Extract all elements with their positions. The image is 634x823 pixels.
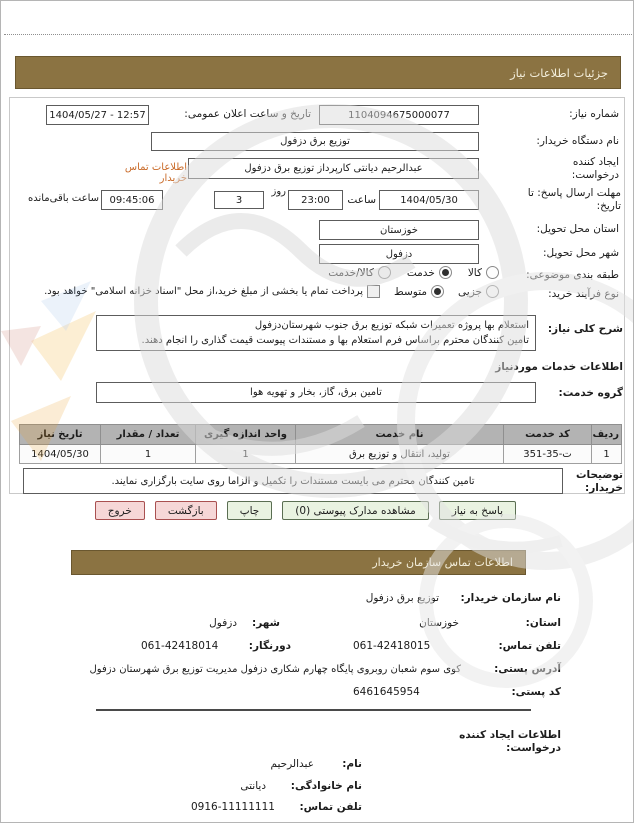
announce-datetime-field[interactable]	[46, 105, 149, 125]
contact-city-label: شهر:	[252, 617, 280, 629]
service-group-field[interactable]	[96, 382, 536, 403]
need-description-field[interactable]	[96, 315, 536, 351]
contact-postal-code-value: 6461645954	[353, 686, 420, 698]
contact-section-title: اطلاعات تماس سازمان خریدار	[372, 556, 513, 569]
creator-first-name-value: عبدالرحیم	[270, 758, 314, 770]
deadline-time-field[interactable]	[288, 190, 343, 210]
delivery-province-field[interactable]	[319, 220, 479, 240]
purchase-type-options	[21, 285, 499, 298]
purchase-type-option-jozii-label: جزیی	[458, 285, 482, 298]
creator-first-name-label: نام:	[342, 758, 362, 770]
contact-fax-value: 061-42418014	[141, 640, 219, 652]
deadline-remaining-field[interactable]	[101, 190, 163, 210]
respond-to-need-button[interactable]: پاسخ به نیاز	[439, 501, 516, 520]
subject-class-option-kala-khedmat[interactable]	[328, 266, 391, 279]
subject-class-option-kala-label: کالا	[467, 266, 482, 279]
request-creator-label: ایجاد کننده درخواست:	[571, 156, 619, 181]
contact-org-name-label: نام سازمان خریدار:	[460, 592, 561, 604]
contact-phone-value: 061-42418015	[353, 640, 431, 652]
action-buttons	[96, 501, 516, 520]
creator-phone-value: 0916-11111111	[191, 801, 275, 813]
cell-need-date: 1404/05/30	[20, 445, 101, 464]
cell-service-code: ت-35-351	[504, 445, 592, 464]
radio-checked-icon[interactable]	[431, 285, 444, 298]
request-creator-field[interactable]	[188, 158, 479, 179]
buyer-contact-link[interactable]: اطلاعات تماس خریدار	[124, 162, 187, 184]
services-section-title: اطلاعات خدمات موردنیاز	[495, 361, 623, 373]
subject-class-option-khedmat[interactable]	[407, 266, 452, 279]
radio-checked-icon[interactable]	[439, 266, 452, 279]
services-table-header-row	[20, 425, 622, 445]
services-table	[19, 424, 622, 464]
radio-unchecked-icon[interactable]	[378, 266, 391, 279]
buyer-notes-label: توضیحات خریدار:	[575, 469, 623, 494]
contact-section-bar	[71, 550, 526, 575]
purchase-type-label: نوع فرآیند خرید:	[548, 288, 619, 300]
deadline-remaining-value: 09:45:06	[109, 194, 155, 206]
request-creator-value: عبدالرحیم دیانتی کارپرداز توزیع برق دزفول	[244, 163, 423, 174]
print-button[interactable]: چاپ	[227, 501, 273, 520]
contact-address-label: آدرس پستی:	[494, 663, 561, 675]
col-unit: واحد اندازه گیری	[196, 425, 296, 445]
announce-datetime-label: تاریخ و ساعت اعلان عمومی:	[184, 108, 311, 120]
announce-datetime-value: 1404/05/27 - 12:57	[49, 109, 146, 121]
subject-class-option-kala[interactable]	[468, 266, 499, 279]
deadline-label: مهلت ارسال پاسخ: تا تاریخ:	[527, 187, 621, 212]
col-service-name: نام خدمت	[296, 425, 504, 445]
need-description-label: شرح کلی نیاز:	[547, 323, 623, 335]
exit-button[interactable]: خروج	[95, 501, 145, 520]
table-row	[20, 445, 622, 464]
need-description-line1: استعلام بها پروژه تعمیرات شبکه توزیع برق جنوب شهرستان‌دزفول	[254, 320, 529, 331]
contact-fax-label: دورنگار:	[248, 640, 291, 652]
deadline-remaining-label: ساعت باقی‌مانده	[27, 193, 99, 204]
contact-province-label: استان:	[525, 617, 561, 629]
view-attachments-button[interactable]: مشاهده مدارک پیوستی (0)	[282, 501, 428, 520]
contact-phone-label: تلفن تماس:	[498, 640, 561, 652]
purchase-type-option-motevasset[interactable]	[394, 285, 444, 298]
top-dotted-divider	[4, 34, 632, 35]
delivery-city-label: شهر محل تحویل:	[543, 247, 619, 259]
deadline-days-value: 3	[235, 194, 243, 206]
buyer-org-value: توزیع برق دزفول	[280, 136, 350, 147]
deadline-hour-label: ساعت	[347, 194, 376, 206]
col-row-no: ردیف	[592, 425, 622, 445]
buyer-org-label: نام دستگاه خریدار:	[536, 135, 619, 147]
need-description-line2: تامین کنندگان محترم براساس فرم استعلام بها و مستندات پیوست قیمت گذاری را انجام دهند.	[141, 335, 529, 346]
service-group-value: تامین برق، گاز، بخار و تهویه هوا	[250, 387, 382, 398]
need-number-field[interactable]	[319, 105, 479, 125]
treasury-payment-option[interactable]	[44, 285, 380, 298]
subject-class-label: طبقه بندی موضوعی:	[526, 269, 619, 281]
contact-city-value: دزفول	[209, 617, 237, 629]
purchase-type-option-motevasset-label: متوسط	[394, 285, 428, 298]
col-service-code: کد خدمت	[504, 425, 592, 445]
subject-class-option-kala-khedmat-label: کالا/خدمت	[328, 266, 374, 279]
section-divider	[96, 709, 531, 711]
deadline-days-field[interactable]	[214, 191, 264, 209]
buyer-notes-value: تامین کنندگان محترم می بایست مستندات را تکمیل و الزاما روی سایت بارگزاری نمایند.	[111, 475, 475, 487]
contact-postal-code-label: کد پستی:	[511, 686, 561, 698]
deadline-time-value: 23:00	[301, 194, 330, 206]
deadline-date-value: 1404/05/30	[400, 194, 458, 206]
radio-unchecked-icon[interactable]	[486, 266, 499, 279]
buyer-notes-field[interactable]	[23, 468, 563, 494]
checkbox-unchecked-icon[interactable]	[367, 285, 380, 298]
creator-phone-label: تلفن تماس:	[299, 801, 362, 813]
delivery-province-value: خوزستان	[380, 224, 418, 236]
radio-unchecked-icon[interactable]	[486, 285, 499, 298]
delivery-city-field[interactable]	[319, 244, 479, 264]
need-number-value: 1104094675000077	[348, 109, 450, 121]
creator-last-name-label: نام خانوادگی:	[290, 780, 362, 792]
service-group-label: گروه خدمت:	[558, 387, 623, 399]
cell-unit: 1	[196, 445, 296, 464]
deadline-days-label: روز	[271, 186, 286, 197]
deadline-date-field[interactable]	[379, 190, 479, 210]
back-button[interactable]: بازگشت	[155, 501, 217, 520]
purchase-type-option-jozii[interactable]	[458, 285, 499, 298]
need-number-label: شماره نیاز:	[569, 108, 619, 120]
creator-last-name-value: دیانتی	[240, 780, 266, 792]
contact-org-name-value: توزیع برق دزفول	[365, 592, 439, 604]
subject-class-options	[281, 266, 499, 279]
cell-quantity: 1	[101, 445, 196, 464]
page-title-bar	[15, 56, 621, 89]
creator-section-title: اطلاعات ایجاد کننده درخواست:	[459, 729, 561, 754]
delivery-province-label: استان محل تحویل:	[536, 223, 619, 235]
col-need-date: تاریخ نیاز	[20, 425, 101, 445]
cell-row-no: 1	[592, 445, 622, 464]
col-quantity: تعداد / مقدار	[101, 425, 196, 445]
treasury-payment-label: پرداخت تمام یا بخشی از مبلغ خرید،از محل "اسناد خزانه اسلامی" خواهد بود.	[44, 286, 364, 297]
contact-province-value: خوزستان	[419, 617, 459, 629]
delivery-city-value: دزفول	[385, 248, 413, 260]
subject-class-option-khedmat-label: خدمت	[406, 266, 435, 279]
buyer-org-field[interactable]	[151, 132, 479, 151]
page-title: جزئیات اطلاعات نیاز	[510, 65, 608, 80]
contact-address-value: کوی سوم شعبان روبروی پایگاه چهارم شکاری دزفول مدیریت توزیع برق شهرستان دزفول	[89, 664, 461, 675]
cell-service-name: تولید، انتقال و توزیع برق	[296, 445, 504, 464]
